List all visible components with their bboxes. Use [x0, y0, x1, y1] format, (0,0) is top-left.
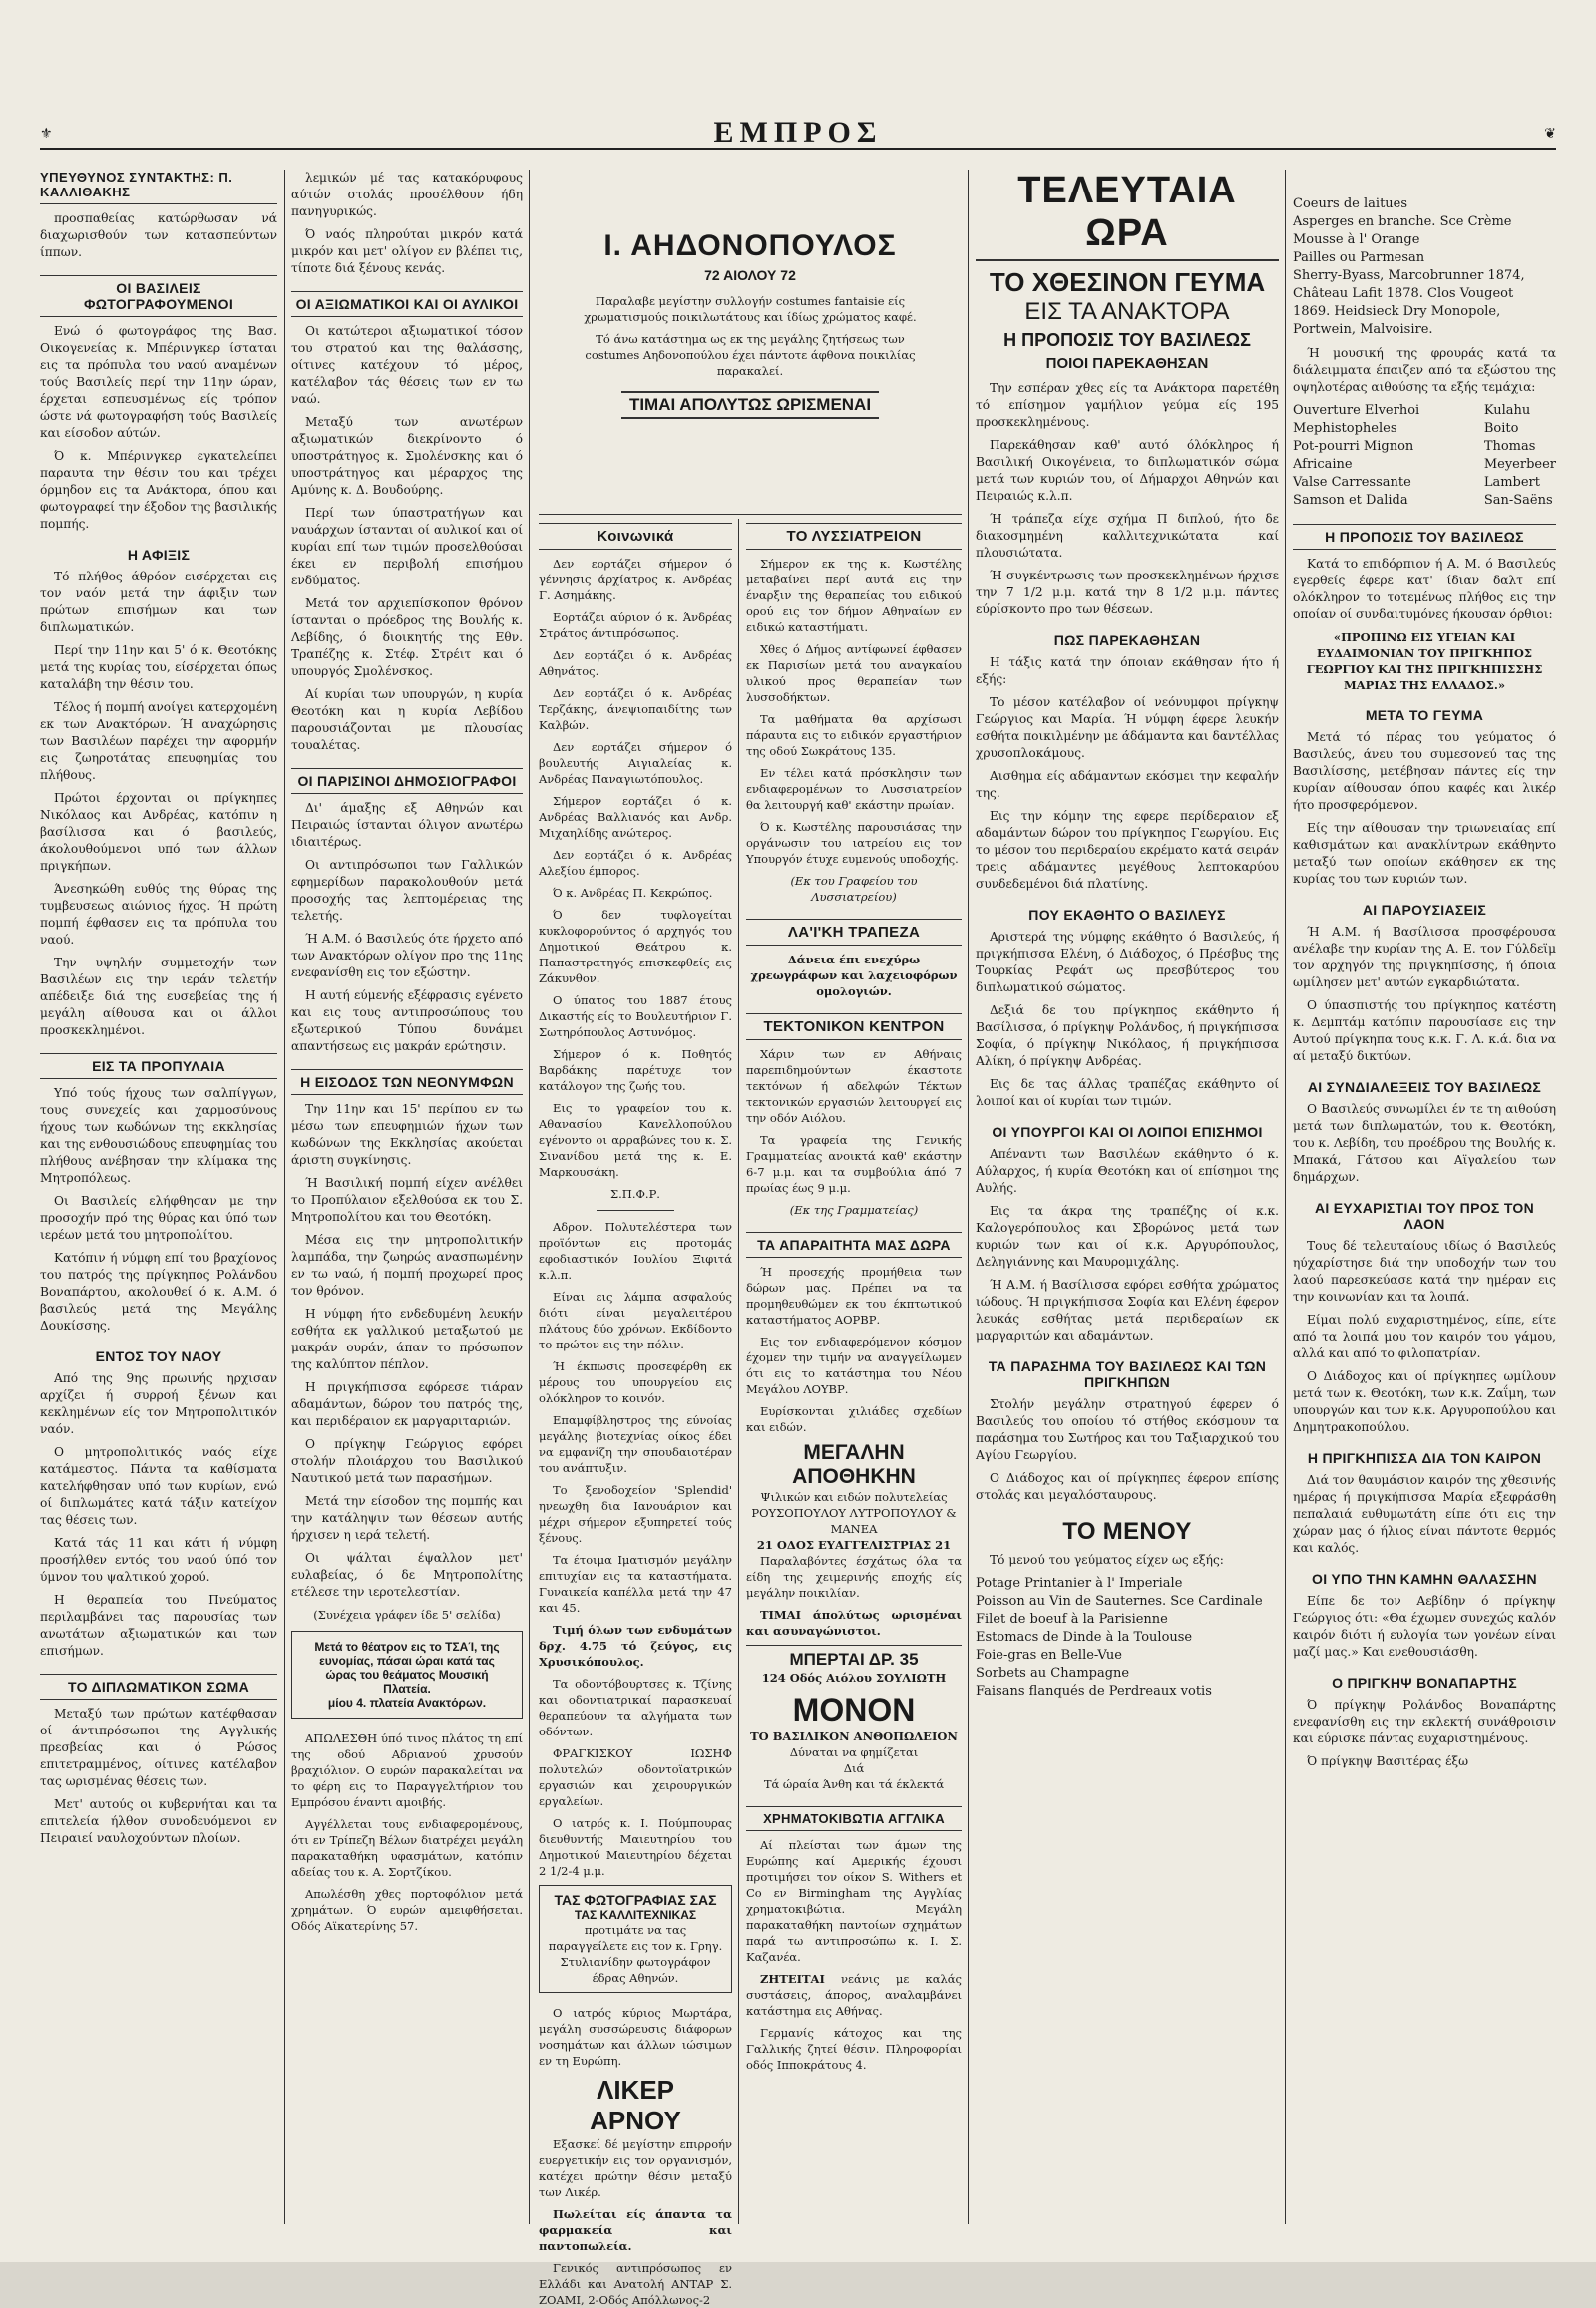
paragraph: Οι αντιπρόσωποι των Γαλλικών εφημερίδων παρακολουθούν μετά προσοχής τας λεπτομέρειας της τελετής. [291, 858, 523, 923]
column-rule [284, 170, 285, 2224]
social-item: Σήμερον εορτάζει ό κ. Ανδρέας Βαλλιανός και Ανδρ. Μιχαηλίδης ανώτερος. [539, 794, 732, 840]
headline-sea: ΟΙ ΥΠΟ ΤΗΝ ΚΑΜΗΝ ΘΑΛΑΣΣΗΝ [1312, 1571, 1537, 1587]
ad-mpertai-address: 124 Οδός Αιόλου ΣΟΥΛΙΩΤΗ [761, 1671, 947, 1685]
paragraph: Χάριν των εν Αθήναις παρεπιδημούντων έκαστοτε τεκτόνων ή αδελφών Τέκτων τεκτονικών εργασιών λειτουργεί εις την οδόν Αιόλου. [746, 1047, 962, 1125]
column-2 [291, 170, 523, 2224]
headline-popular-bank: ΛΑ'Ι'ΚΗ ΤΡΑΠΕΖΑ [746, 919, 962, 946]
paragraph: Τέλος ή πομπή ανοίγει κατερχομένη εκ των Ανακτόρων. Ή αναχώρησις των Βασιλέων παρέχει την αφορμήν εις ζωηροτάτας επευφημίας του πλήθους. [40, 700, 277, 782]
ad-warehouse-title: ΜΕΓΑΛΗΝ ΑΠΟΘΗΚΗΝ [792, 1441, 916, 1488]
headline-photographed: ΟΙ ΒΑΣΙΛΕΙΣ ΦΩΤΟΓΡΑΦΟΥΜΕΝΟΙ [40, 275, 277, 317]
social-item: Εορτάζει αύριον ό κ. Άνδρέας Στράτος άντιπρόσωπος. [539, 610, 732, 640]
headline-presentations: ΑΙ ΠΑΡΟΥΣΙΑΣΕΙΣ [1362, 902, 1487, 918]
paragraph: Ή συγκέντρωσις των προσκεκλημένων ήρχισε την 7 1/2 μ.μ. κατά την 8 1/2 μ.μ. πάντες εύρίσκοντο προ των θέσεων. [976, 569, 1279, 616]
ad-mortara: Ο ιατρός κύριος Μωρτάρα, μεγάλη συσσώρευσις διάφορων νοσημάτων και άλλων ιώσιμων εν τη Ευρώπη. [539, 2006, 732, 2068]
ad-mpertai [746, 1645, 962, 1686]
paragraph: Ενώ ό φωτογράφος της Βασ. Οικογενείας κ. Μπέρινγκερ ίσταται εις τα πρόπυλα του ναού αναμένων τούς Βασιλείς περί την 11ην ώραν, έρχεται εσπευσμένως είς τρόπον ώστε νά φωτογραφήση τούς Βασιλείς και είσοδον αύτών. [40, 324, 277, 440]
feature-headline [976, 267, 1279, 372]
headline-thanks-to-people: ΑΙ ΕΥΧΑΡΙΣΤΙΑΙ ΤΟΥ ΠΡΟΣ ΤΟΝ ΛΑΟΝ [1314, 1200, 1535, 1232]
social-item: Εις το γραφείον του κ. Αθανασίου Κανελλοπούλου εγένοντο οι αρραβώνες του κ. Σ. Σινανίδου μετά της κ. Ε. Μαρκουσάκη. [539, 1101, 732, 1179]
headline-safes: ΧΡΗΜΑΤΟΚΙΒΩΤΙΑ ΑΓΓΛΙΚΑ [746, 1806, 962, 1831]
paragraph: Στολήν μεγάλην στρατηγού έφερεν ό Βασιλεύς του οποίου τό στήθος εκόσμουν τα παράσημα του Σωτήρος και του Ταξιαρχικού του Αγίου Γεωργίου. [976, 1397, 1279, 1462]
headline-after-dinner: ΜΕΤΑ ΤΟ ΓΕΥΜΑ [1365, 707, 1484, 723]
paragraph: Αί κυρίαι των υπουργών, η κυρία Θεοτόκη και η κυρία Λεβίδου παρουσιάζονται με πλουσίας τουαλέτας. [291, 687, 523, 752]
social-item: Δεν εορτάζει σήμερον ό βουλευτής Αιγιαλείας κ. Ανδρέας Παναγιωτόπουλος. [539, 740, 732, 786]
menu-item: Sherry-Byass, Marcobrunner 1874, [1293, 268, 1525, 283]
ad-wanted-text: νεάνις με καλάς συστάσεις, άπορος, αναλαμβάνει κατάστημα εις Αθήνας. [746, 1972, 962, 2018]
paragraph: Ή Α.Μ. ό Βασιλεύς ότε ήρχετο από των Ανακτόρων ολίγον προ της 11ης ενεφανίσθη εις τον εξώστην. [291, 932, 523, 979]
ad-mpertai-price: ΜΠΕΡΤΑΙ ΔΡ. 35 [789, 1650, 919, 1669]
headline-who-attended: ΠΟΙΟΙ ΠΑΡΕΚΑΘΗΣΑΝ [1045, 355, 1209, 372]
music-composer: Lambert [1483, 475, 1540, 490]
music-piece: Africaine [1293, 457, 1353, 472]
paragraph: Πρώτοι έρχονται οι πρίγκηπες Νικόλαος και Ανδρέας, κατόπιν η βασίλισσα και ό βασιλεύς, άκολουθούμενοι υπό των άλλων πριγκήπων. [40, 791, 277, 873]
paragraph: Την εσπέραν χθες είς τα Ανάκτορα παρετέθη τό επίσημον γαμήλιον γεύμα είς 195 προσκεκλημένους. [976, 381, 1279, 429]
masthead-ornament-left: ⚜ [40, 126, 53, 142]
paragraph: Η πριγκήπισσα εφόρεσε τιάραν αδαμάντων, δώρον του πατρός της, και περιδέραιον εκ μαργαριταριών. [291, 1380, 523, 1428]
paragraph: Περί την 11ην και 5' ό κ. Θεοτόκης μετά της κυρίας του, είσέρχεται όπως καταλάβη την θέσιν του. [40, 643, 277, 691]
ad-liker-agent: Γενικός αντιπρόσωπος εν Ελλάδι και Ανατολή ΑΝΤΑΡ Σ. ΖΟΑΜΙ, 2-Οδός Απόλλωνος-2 [539, 2261, 732, 2307]
paragraph: Την 11ην και 15' περίπου εν τω μέσω των επευφημιών ήχων των κωδώνων της Εκκλησίας ακούεται άριστη συγκίνησις. [291, 1102, 523, 1167]
masthead [40, 118, 1556, 150]
menu-item: Potage Printanier à l' Imperiale [976, 1576, 1183, 1591]
headline-seating: ΠΩΣ ΠΑΡΕΚΑΘΗΣΑΝ [1053, 632, 1201, 648]
paragraph: Αισθημα είς αδάμαντων εκόσμει την κεφαλήν της. [976, 769, 1279, 800]
ad-flower-shop-name: ΤΟ ΒΑΣΙΛΙΚΟΝ ΑΝΘΟΠΩΛΕΙΟΝ [750, 1730, 958, 1743]
music-composers [1484, 402, 1556, 510]
column-3 [539, 523, 732, 2307]
headline-prince-bonaparte: Ο ΠΡΙΓΚΗΨ ΒΟΝΑΠΑΡΤΗΣ [1332, 1675, 1517, 1691]
continuation-note: (Συνέχεια γράφεν ίδε 5' σελίδα) [313, 1608, 501, 1622]
paragraph: Τό πλήθος άθρόον εισέρχεται εις τον ναόν μετά την άφιξιν των πρώτων επισήμων και των διπλωματικών. [40, 570, 277, 634]
paragraph: Κατά τάς 11 και κάτι ή νύμφη προσήλθεν εντός του ναού ύπό τον ύμνον του ψαλτικού χορού. [40, 1536, 277, 1584]
music-composer: Meyerbeer [1483, 457, 1556, 472]
ad-warehouse-address: 21 ΟΔΟΣ ΕΥΑΓΓΕΛΙΣΤΡΙΑΣ 21 [756, 1538, 952, 1552]
headline-menu: ΤΟ ΜΕΝΟΥ [1062, 1518, 1192, 1545]
column-rule [529, 170, 530, 2224]
headline-propylaea: ΕΙΣ ΤΑ ΠΡΟΠΥΛΑΙΑ [40, 1053, 277, 1079]
paragraph: Εις δε τας άλλας τραπέζας εκάθηντο οί λοιποί και οί κυρίαι των τιμών. [976, 1077, 1279, 1108]
paragraph: Τα μαθήματα θα αρχίσωσι πάραυτα εις το ειδικόν εργαστήριον της οδού Σωκράτους 135. [746, 712, 962, 758]
paragraph: Μετ' αυτούς οι κυβερνήται και τα επιτελεία ήλθον συνοδευόμενοι εν Πειραιεί ναυλοχούντων πλοίων. [40, 1797, 277, 1845]
paragraph: Ή Α.Μ. ή Βασίλισσα προσφέρουσα ανέλαβε την κυρίαν της Α. Ε. τον Γύλδεϊμ τον αρχηγόν της πριγκηπίσσης, ή όποια ωμίλησεν μετ' αυτών εγκαρδιώτατα. [1293, 925, 1556, 989]
paragraph: ΤΙΜΑΙ άπολύτως ωρισμέναι και ασυναγώνιστοι. [746, 1608, 962, 1638]
headline-masonic-center: ΤΕΚΤΟΝΙΚΟΝ ΚΕΝΤΡΟΝ [746, 1013, 962, 1040]
music-piece: Samson et Dalida [1293, 493, 1408, 508]
ad-photographs-head: ΤΑΣ ΦΩΤΟΓΡΑΦΙΑΣ ΣΑΣ [554, 1892, 717, 1908]
ad-flower-shop-text: Δύναται να φημίζεται [789, 1745, 919, 1759]
paragraph: Τό μενού του γεύματος είχεν ως εξής: [990, 1553, 1224, 1567]
notice: Το ξενοδοχείον 'Splendid' ηνεωχθη δια Ιανουάριον και μέχρι σήμερον εξυπηρετεί τούς ξένους. [539, 1483, 732, 1545]
ad-aidonopoulos [539, 170, 962, 414]
menu-item: Estomacs de Dinde à la Toulouse [976, 1630, 1193, 1645]
paragraph: Διά τον θαυμάσιον καιρόν της χθεσινής ημέρας ή πριγκήπισσα Μαρία εξεφράσθη πεπαλαιά ευθυμωτάτη είπε ότι εις την χώραν μας ό ήλιος είναι πάντοτε θερμός και καλός. [1293, 1473, 1556, 1555]
notice: Επαμφίβληστρος της εύνοίας μεγάλης βιοτεχνίας οίκος έδει να εμφανίζη την σπουδαιοτέραν του ανάπτυξιν. [539, 1413, 732, 1475]
paragraph: Ο Βασιλεύς συνωμίλει έν τε τη αιθούση μετά των διπλωματών, του κ. Θεοτόκη, του κ. Λεβίδη, του προέδρου της Βουλής κ. Μπακά, Γάτσου και Αϊγαλείου των δημάρχων. [1293, 1102, 1556, 1184]
headline-princess-weather: Η ΠΡΙΓΚΗΠΙΣΣΑ ΔΙΑ ΤΟΝ ΚΑΙΡΟΝ [1307, 1450, 1542, 1466]
music-piece: Ouverture Elverhoi [1293, 403, 1420, 418]
social-item: Δεν εορτάζει ό κ. Ανδρέας Τερζάκης, άνεψιοπαιδίτης των Καλβών. [539, 686, 732, 732]
music-pieces [1293, 402, 1419, 510]
social-item: Δεν εορτάζει ό κ. Ανδρέας Αθηνάτος. [539, 648, 732, 678]
ad-tsai-text: Μετά το θέατρον εις το ΤΣΑΊ, της ευνομίας, πάσαι ώραι κατά τας ώρας του θεάματος Μουσική Πλατεία. [314, 1640, 500, 1696]
ad-liker-sale: Πωλείται είς άπαντα τα φαρμακεία και παντοπωλεία. [539, 2207, 732, 2253]
ad-flower-shop-only: ΜΟΝΟΝ [792, 1692, 916, 1728]
paragraph: Δεξιά δε του πρίγκηπος εκάθηντο ή Βασίλισσα, ό πρίγκηψ Ρολάνδος, ή πριγκήπισσα Σοφία, ό πρίγκηψ Νικόλαος, ή πριγκήπισσα Αλίκη, ό πρίγκηψ Ανδρέας. [976, 1003, 1279, 1068]
menu-item: Asperges en branche. Sce Crème [1293, 214, 1512, 229]
ad-wanted-2: Γερμανίς κάτοχος και της Γαλλικής ζητεί θέσιν. Πληροφορίαι οδός Ιπποκράτους 4. [746, 2026, 962, 2072]
paragraph: Μέσα εις την μητροπολιτικήν λαμπάδα, την ζωηρώς ανασπωμένην εν τω ναώ, ή πομπή προχωρεί προς τον θρόνον. [291, 1233, 523, 1298]
ad-warehouse [746, 1441, 962, 1553]
paragraph: Δάνεια έπι ενεχύρω χρεωγράφων και λαχειοφόρων ομολογιών. [750, 953, 958, 998]
ad-wanted [746, 1971, 962, 2019]
paragraph: Ευρίσκονται χιλιάδες σχεδίων και ειδών. [746, 1404, 962, 1434]
paragraph: Ό ναός πληρούται μικρόν κατά μικρόν και μετ' ολίγον εν βλέπει τις, τίποτε διά ξένους κενάς. [291, 227, 523, 275]
headline-palace: ΕΙΣ ΤΑ ΑΝΑΚΤΟΡΑ [1024, 298, 1230, 325]
paragraph: Ο μητροπολιτικός ναός είχε κατάμεστος. Πάντα τα καθίσματα κατελήφθησαν υπό των κυρίων, ενώ οί διπλωμάτες κατά τάξιν κατείχον τας θέσεις των. [40, 1445, 277, 1527]
ad-aidonopoulos-address: 72 ΑΙΟΛΟΥ 72 [704, 267, 796, 283]
paragraph: Ή Βασιλική πομπή είχεν ανέλθει το Προπύλαιον εξελθούσα εκ του Σ. Μητροπολίτου και του Θεοτόκη. [291, 1176, 523, 1224]
social-item: Δεν εορτάζει ό κ. Ανδρέας Αλεξίου έμπορος. [539, 848, 732, 878]
ad-adron: Αδρον. Πολυτελέστερα των προϊόντων εις προτομάς εφοδιαστικόν Ιουλίου Ξιφιτά κ.λ.π. [539, 1220, 732, 1282]
paragraph: Ό κ. Μπέρινγκερ εγκατελείπει παραυτα την θέσιν του και τρέχει όρμηδον εις τα Ανάκτορα, όπου και φωτογραφεί την έξοδον της βασιλικής πομπής. [40, 449, 277, 531]
paragraph: Εις την κόμην της εφερε περίδεραιον εξ αδαμάντων δώρον του πρίγκηπος Γεωργίου. Εις το μέσον του περιδεραίου εκρέματο κατά σειράν τρεις αδάμαντες μεγέθους λεπτοκαρύου συνδεδεμένοι διά πλατίνης. [976, 809, 1279, 891]
headline-kings-toast: Η ΠΡΟΠΟΣΙΣ ΤΟΥ ΒΑΣΙΛΕΩΣ [1003, 330, 1251, 350]
music-piece: Pot-pourri Mignon [1293, 439, 1414, 454]
ad-photographs-text: προτιμάτε να τας παραγγείλετε εις τον κ. Γρηγ. Στυλιανίδην φωτογράφον έδρας Αθηνών. [548, 1923, 723, 1985]
paragraph: Χθες ό Δήμος αντίφωνεί έφθασεν εκ Παρισίων μετά του αναγκαίου υλικού προς θεραπείαν των λυσσοδήκτων. [746, 642, 962, 704]
ad-liker-brand: ΑΡΝΟΥ [590, 2106, 681, 2135]
ad-aidonopoulos-name: Ι. ΑΗΔΟΝΟΠΟΥΛΟΣ [603, 229, 897, 262]
social-item: Δεν εορτάζει σήμερον ό γέννησις άρχίατρος κ. Ανδρέας Γ. Ασημάκης. [539, 557, 732, 602]
paragraph: Το μέσον κατέλαβον οί νεόνυμφοι πρίγκηψ Γεώργιος και Μαρία. Ή νύμφη έφερε λευκήν εσθήτα ποικιλμένην με άδάμαντα και δαντέλλας χρυσοπλοκάμους. [976, 695, 1279, 760]
menu-item: Coeurs de laitues [1293, 196, 1408, 211]
paragraph: Μετά τό πέρας του γεύματος ό Βασιλεύς, άνευ του συμεσονεύ τας της Βασιλίσσης, μετέβησαν πάντες είς την κυρίαν αίθουσαν όπου καφές και λικέρ ήτο προσφερόμενον. [1293, 730, 1556, 812]
paragraph: Κατά το επιδόρπιον ή Α. Μ. ό Βασιλεύς εγερθείς έφερε κατ' ίδιαν δαλτ επί ολόκληρον το τοτεμένως πλήθος εις την οποίαν οί συνδαιτυμόνες ήκουσαν όρθιοι: [1293, 557, 1556, 621]
ad-flower-shop [746, 1692, 962, 1792]
column-6 [1293, 170, 1556, 2224]
paragraph: Παραλαβόντες έσχάτως όλα τα είδη της χειμερινής εποχής είς μεγάλην ποικιλίαν. [746, 1554, 962, 1600]
paragraph: Η νύμφη ήτο ενδεδυμένη λευκήν εσθήτα εκ γαλλικού μεταξωτού με μακράν ουράν, άπαν το πρόσωπον της καλύπτον πέπλον. [291, 1307, 523, 1371]
column-rule [1285, 170, 1286, 2224]
paragraph: Είς την αίθουσαν την τριωνειαίας επί καθισμάτων και ανακλίντρων εκάθηντο μεταξύ των οποίων εκάθησεν εκ της κυρίας του των κυριών των. [1293, 821, 1556, 886]
paragraph: Εν τέλει κατά πρόσκλησιν των ενδιαφερομένων το Λυσσιατρείον θα λειτουργή καθ' εκάστην πρωίαν. [746, 766, 962, 812]
paragraph: Τους δέ τελευταίους ιδίως ό Βασιλεύς ηύχαρίστησε διά την υποδοχήν των του λαού παρεσκεύασε κατά την ημέραν εις την κοινωνίαν και τα λοιπά. [1293, 1239, 1556, 1304]
paragraph: Ό πρίγκηψ Βασιτέρας έξω [1307, 1754, 1469, 1768]
headline-decorations: ΤΑ ΠΑΡΑΣΗΜΑ ΤΟΥ ΒΑΣΙΛΕΩΣ ΚΑΙ ΤΩΝ ΠΡΙΓΚΗΠΩΝ [988, 1358, 1267, 1390]
paragraph: Ο Διάδοχος και οί πρίγκηπες ωμίλουν μετά των κ. Θεοτόκη, των κ.κ. Ζαΐμη, των υπουργών και των κ.κ. Αργυροπούλου και Δημητρακοπούλου. [1293, 1369, 1556, 1434]
headline-officers: ΟΙ ΑΞΙΩΜΑΤΙΚΟΙ ΚΑΙ ΟΙ ΑΥΛΙΚΟΙ [291, 291, 523, 317]
newspaper-title: ΕΜΠΡΟΣ [713, 116, 883, 149]
column-4 [746, 523, 962, 2224]
notice: Ή έκπωσις προσεφέρθη εκ μέρους του υπουργείου εις ολόκληρον το κοινόν. [539, 1359, 732, 1405]
music-note: Ή μουσική της φρουράς κατά τα διάλειμματα έπαιζεν από τα εξώστου της οψηλοτέρας αιθούσης τα εξής τεμάχια: [1293, 346, 1556, 394]
masthead-ornament-right: ❦ [1544, 126, 1556, 142]
paragraph: Εις τα άκρα της τραπέζης οί κ.κ. Καλογερόπουλος και Σβορώνος μετά των κυριών των και οί κ.κ. Αργυρόπουλος, Δεληγιάννης και Μαυρομιχάλης. [976, 1204, 1279, 1269]
notice-lost-2: Απωλέσθη χθες πορτοφόλιον μετά χρημάτων. Ό ευρών αμειφθήσεται. Οδός Αϊκατερίνης 57. [291, 1887, 523, 1933]
menu-item: Foie-gras en Belle-Vue [976, 1648, 1122, 1663]
social-item: Ό κ. Ανδρέας Π. Κεκρώπος. [553, 886, 713, 900]
last-hour-banner [976, 170, 1279, 261]
notice-lost: ΑΠΩΛΕΣΘΗ ύπό τινος πλάτος τη επί της οδού Αδριανού χρυσούν βραχιόλιον. Ο ευρών παρακαλείται να το φέρη εις το Παραγγελτήριον του Εμπρόσου έναντι αμοιβής. [291, 1731, 523, 1809]
paragraph: Ή Α.Μ. ή Βασίλισσα εφόρει εσθήτα χρώματος ιώδους. Ή πριγκήπισσα Σοφία και Ελένη έφερον λευκάς εσθήτας μετά περιδεραίων εκ μαργαριτών και αδαμάντων. [976, 1278, 1279, 1343]
headline-king-seat: ΠΟΥ ΕΚΑΘΗΤΟ Ο ΒΑΣΙΛΕΥΣ [1028, 907, 1226, 923]
social-item: Ο ύπατος του 1887 έτους Δικαστής είς το Βουλευτήριον Γ. Σωτηρόπουλος Αστυνόμος. [539, 993, 732, 1039]
divider [597, 1210, 674, 1211]
menu-item: Château Lafit 1878. Clos Vougeot [1293, 286, 1514, 301]
headline-arrival: Η ΑΦΙΞΙΣ [127, 547, 191, 563]
ad-aidonopoulos-prices: ΤΙΜΑΙ ΑΠΟΛΥΤΩΣ ΩΡΙΣΜΕΝΑΙ [621, 391, 879, 419]
paragraph: Ό πρίγκηψ Ρολάνδος Βοναπάρτης ενεφανίσθη εις την εκλεκτή συνάθροισιν και εύρισκε πάντας ευχαριστημένους. [1293, 1698, 1556, 1745]
paragraph: Ή προσεχής προμήθεια των δώρων μας. Πρέπει να τα προμηθευθώμεν εκ του έκπτωτικού καταστήματος ΑΟΡΒΡ. [746, 1265, 962, 1327]
menu-item: Faisans flanqués de Perdreaux votis [976, 1684, 1212, 1699]
headline-rabies-clinic: ΤΟ ΛΥΣΣΙΑΤΡΕΙΟΝ [746, 523, 962, 550]
paragraph: Υπό τούς ήχους των σαλπίγγων, τους συνεχείς και χαρμοσύνους ήχους των κωδώνων της εκκλησίας και της ενθουσιώδους επευφημίας του πλήθους ανέβησαν την κλίμακα της Μητροπόλεως. [40, 1086, 277, 1185]
paragraph: Μεταξύ των πρώτων κατέφθασαν οί άντιπρόσωποι της Αγγλικής πρεσβείας και ό Ρώσος επιτετραμμένος, οίτινες κατέλαβον τας ωρισμένας θέσεις των. [40, 1707, 277, 1788]
menu-item: Mousse à l' Orange [1293, 232, 1420, 247]
headline-yesterday-dinner: ΤΟ ΧΘΕΣΙΝΟΝ ΓΕΥΜΑ [989, 267, 1266, 297]
ad-liker-text: Εξασκεί δέ μεγίστην επιρροήν ευεργετικήν εις τον οργανισμόν, κατέχει πρώτην θέσιν μεταξύ των Λικέρ. [539, 2137, 732, 2199]
ad-photographs [539, 1885, 732, 1993]
headline-inside-church: ΕΝΤΟΣ ΤΟΥ ΝΑΟΥ [95, 1348, 222, 1364]
music-piece: Valse Carressante [1293, 475, 1411, 490]
paragraph: Παρεκάθησαν καθ' αυτό όλόκληρος ή Βασιλική Οικογένεια, το διπλωματικόν σώμα μετά των κυριών του, οί Δήμαρχοι Αθηνών και Πειραιώς κ.λ.π. [976, 438, 1279, 503]
notice: Είναι εις λάμπα ασφαλούς διότι είναι μεγαλειτέρου πλάτους δύο χρόνων. Εκδίδοντο το πρώτον εις την πόλιν. [539, 1290, 732, 1351]
paragraph: Ό κ. Κωστέλης παρουσιάσας την οργάνωσιν του ιατρείου εις τον Υπουργόν έτυχε ευμενούς υποδοχής. [746, 820, 962, 866]
ad-aidonopoulos-text-2: Τό άνω κατάστημα ως εκ της μεγάλης ζητήσεως των costumes Αηδονοπούλου έχει πάντοτε άφθονα ποικιλίας παρακαλεί. [585, 332, 916, 378]
paragraph: Ο πρίγκηψ Γεώργιος εφόρει στολήν πλοιάρχου του Βασιλικού Ναυτικού μετά των παρασήμων. [291, 1437, 523, 1485]
paragraph: Μεταξύ των ανωτέρων αξιωματικών διεκρίνοντο ό υποστράτηγος κ. Σμολένσκης και ό υποστράτηγος και μέραρχος της Αμύνης κ. Δ. Βουδούρης. [291, 415, 523, 497]
menu-item: Poisson au Vin de Sauternes. Sce Cardinale [976, 1594, 1263, 1609]
menu-item: Pailles ou Parmesan [1293, 250, 1425, 265]
paragraph: Δι' άμαξης εξ Αθηνών και Πειραιώς ίστανται όλιγον ανωτέρω ιδιαιτέρως. [291, 801, 523, 849]
music-composer: Kulahu [1483, 403, 1531, 418]
headline-ministers: ΟΙ ΥΠΟΥΡΓΟΙ ΚΑΙ ΟΙ ΛΟΙΠΟΙ ΕΠΙΣΗΜΟΙ [992, 1124, 1263, 1140]
music-piece: Mephistopheles [1293, 421, 1397, 436]
music-composer: Thomas [1483, 439, 1536, 454]
paragraph: Τα γραφεία της Γενικής Γραμματείας ανοικτά καθ' εκάστην 6-7 μ.μ. και τα συμβούλια άπό 7 πρωίας έως 9 μ.μ. [746, 1133, 962, 1195]
ad-aidonopoulos-text: Παραλαβε μεγίστην συλλογήν costumes fantaisie είς χρωματισμούς ποικιλωτάτους και ίδίως χρώματος καφέ. [584, 294, 917, 324]
paragraph: Άνεσηκώθη ευθύς της θύρας της τυμβευσεως αιώνιος ήχος. Ή πρώτη πομπή έφθασεν εις τα πρόπυλα του ναού. [40, 882, 277, 947]
paragraph: λεμικών μέ τας κατακόρυφους αύτών στολάς προσέλθουν ήδη πανηγυρικώς. [291, 171, 523, 218]
paragraph: Ή τράπεζα είχε σχήμα Π διπλού, ήτο δε διακοσμημένη καλλιτεχνικώτατα καί πλουσιώτατα. [976, 512, 1279, 560]
menu-list-continued [1293, 195, 1556, 339]
notice-announcement: Αγγέλλεται τους ενδιαφερομένους, ότι εν Τρίπεζη Βέλων διατρέχει μεγάλη παρακαταθήκη υφασμάτων, κατόπιν αδείας του κ. Α. Σορτζίκου. [291, 1817, 523, 1879]
paragraph: Μετά την είσοδον της πομπής και την κατάληψιν των θέσεων αυτής ήρχισεν η ιερά τελετή. [291, 1494, 523, 1542]
paragraph: Την υψηλήν συμμετοχήν των Βασιλέων εις την ιεράν τελετήν απέδειξε διά της ευσεβείας της ή μεγάλη αίθουσα και οι άλλοι προσκεκλημένοι. [40, 956, 277, 1037]
paragraph: Περί των ύπαστρατήγων και ναυάρχων ίστανται οί αυλικοί και οί κυρίαι επί των τιμών προσελθούσαι έκει εν περιβολή επισήμου ενδύματος. [291, 506, 523, 587]
paragraph: Οι Βασιλείς ελήφθησαν με την προσοχήν πρό της θύρας και ύπό των ιερέων μετά του μητροπολίτου. [40, 1194, 277, 1242]
headline-last-hour: ΤΕΛΕΥΤΑΙΑ ΩΡΑ [1017, 170, 1237, 254]
menu-item: Sorbets au Champagne [976, 1666, 1130, 1681]
ad-tsai-text-2: μίου 4. πλατεία Ανακτόρων. [327, 1696, 487, 1710]
notice: Ο ιατρός κ. Ι. Πούμπουρας διευθυντής Μαιευτηρίου του Δημοτικού Μαιευτηρίου δέχεται 2 1/2-4 μ.μ. [539, 1816, 732, 1878]
ad-liker-title: ΛΙΚΕΡ [596, 2075, 675, 2105]
source-note: (Εκ του Γραφείου του Λυσσιατρείου) [790, 874, 918, 904]
paragraph: Οι ψάλται έψαλλον μετ' ευλαβείας, ό δε Μητροπολίτης ετέλεσε την ιεροτελεστίαν. [291, 1551, 523, 1599]
menu-list [976, 1575, 1279, 1701]
menu-item: Portwein, Malvoisire. [1293, 322, 1433, 337]
column-rule [968, 170, 969, 2224]
paragraph: Μετά τον αρχιεπίσκοπον θρόνον ίστανται ο πρόεδρος της Βουλής κ. Λεβίδης, ό διοικητής της Εθν. Τραπέζης κ. Στέφ. Στρέιτ και ό υπουργός Σμολένσκος. [291, 596, 523, 678]
divider [539, 514, 962, 515]
notice: ΦΡΑΓΚΙΣΚΟΥ ΙΩΣΗΦ πολυτελών οδοντοϊατρικών εργασιών και χειρουργικών εργαλείων. [539, 1746, 732, 1808]
ad-tsai [291, 1631, 523, 1719]
social-item: Σήμερον ό κ. Ποθητός Βαρδάκης παρέτυχε τον κατάλογον της ζωής του. [539, 1047, 732, 1093]
headline-gifts: ΤΑ ΑΠΑΡΑΙΤΗΤΑ ΜΑΣ ΔΩΡΑ [746, 1232, 962, 1258]
paragraph: Αριστερά της νύμφης εκάθητο ό Βασιλεύς, ή πριγκήπισσα Ελένη, ό Διάδοχος, ό Πρέσβυς της Τουρκίας Ρεφάτ ως πρεσβύτερος του διπλωματικού σώματος. [976, 930, 1279, 994]
column-5 [976, 170, 1279, 2224]
headline-kings-toast-2: Η ΠΡΟΠΟΣΙΣ ΤΟΥ ΒΑΣΙΛΕΩΣ [1293, 524, 1556, 550]
ad-wanted-head: ΖΗΤΕΙΤΑΙ [760, 1972, 825, 1986]
paragraph: Σήμερον εκ της κ. Κωστέλης μεταβαίνει περί αυτά εις την έναρξιν της θεραπείας του ειδικού ορού εις τον δήμον Αθηναίων εν ειδικώ καταστήματι. [746, 557, 962, 634]
social-item: Ό δεν τυφλογείται κυκλοφορούντος ό αρχηγός του Δημοτικού Θεάτρου κ. Παπαστρατηγός επισκεφθείς εις Ζάκυνθον. [539, 908, 732, 985]
paragraph: Αί πλείσται των άμων της Ευρώπης καί Αμερικής έχουσι προτιμήσει τον οίκον S. Withers et Co εν Birmingham της Αγγλίας χρηματοκιβώτια. Μεγάλη παρακαταθήκη παντοίων σχημάτων παρά τω αντιπροσώπω κ. Ι. Σ. Καζανέα. [746, 1838, 962, 1964]
ad-warehouse-text: Ψιλικών και ειδών πολυτελείας ΡΟΥΣΟΠΟΥΛΟΥ ΛΥΤΡΟΠΟΥΛΟΥ & ΜΑΝΕΑ [751, 1490, 957, 1536]
paragraph: Απέναντι των Βασιλέων εκάθηντο ό κ. Αύλαρχος, ή κυρία Θεοτόκη και οί επίσημοι της Αυλής. [976, 1147, 1279, 1195]
paragraph: Κατόπιν ή νύμφη επί του βραχίονος του πατρός της πρίγκηπος Ρολάνδου Βοναπάρτου, ακολουθεί ό κ. Α.Μ. ό βασιλεύς μετά της Μεγάλης Δουκίσσης. [40, 1251, 277, 1333]
paragraph: Είπε δε τον Αεβίδην ό πρίγκηψ Γεώργιος ότι: «Θα έχωμεν συνεχώς καλόν καιρόν διότι ή ευλογία των γονέων είναι μαζί μας.» Και ενεθουσιάσθη. [1293, 1594, 1556, 1659]
source-note: (Εκ της Γραμματείας) [789, 1203, 919, 1217]
editor-line: ΥΠΕΥΘΥΝΟΣ ΣΥΝΤΑΚΤΗΣ: Π. ΚΑΛΛΙΘΑΚΗΣ [40, 170, 277, 204]
paragraph: Είμαι πολύ ευχαριστημένος, είπε, είτε από τα λοιπά μου τον καιρόν του γάμου, αλλά και από το φιλοπατρίαν. [1293, 1313, 1556, 1360]
headline-paris-journalists: ΟΙ ΠΑΡΙΣΙΝΟΙ ΔΗΜΟΣΙΟΓΡΑΦΟΙ [291, 768, 523, 794]
headline-social: Κοινωνικά [539, 523, 732, 550]
menu-item: 1869. Heidsieck Dry Monopole, [1293, 304, 1501, 319]
paragraph: Από της 9ης πρωινής ηρχισαν αρχίζει ή συρροή ξένων και κεκλημένων είς τον Μητροπολιτικόν ναόν. [40, 1371, 277, 1436]
paragraph: Ο Διάδοχος και οί πρίγκηπες έφερον επίσης στολάς και μεγαλόσταυρους. [976, 1471, 1279, 1502]
column-rule [738, 519, 739, 2224]
paragraph: Εις τον ενδιαφερόμενον κόσμον έχομεν την τιμήν να αναγγείλωμεν ότι εις το κατάστημα του Νέου Μεγάλου ΛΟΥΒΡ. [746, 1335, 962, 1396]
paragraph: Η τάξις κατά την όποιαν εκάθησαν ήτο ή εξής: [976, 655, 1279, 686]
notice: Τιμή όλων των ενδυμάτων δρχ. 4.75 τό ζεύγος, εις Χρυσικόπουλος. [539, 1623, 732, 1669]
paragraph: Ο ύπασπιστής του πρίγκηπος κατέστη κ. Δεμπτάμ κατόπιν παρουσίασε εις την Αυτού πρίγκηπα τους κ.κ. Γ. Λ. κ.ά. δια να αί μεταξύ δικτύων. [1293, 998, 1556, 1063]
ad-photographs-sub: ΤΑΣ ΚΑΛΛΙΤΕΧΝΙΚΑΣ [574, 1908, 697, 1922]
paragraph: Η αυτή εύμενής εξέφρασις εγένετο και εις τους αντιπροσώπους του εξωτερικού Τύπου δυνάμει απαντήσεως εις μακράν ερώτησιν. [291, 988, 523, 1053]
notice: Τα έτοιμα Ιματισμόν μεγάλην επιτυχίαν εις τα καταστήματα. Γυναικεία καπέλλα μετά την 47 και 45. [539, 1553, 732, 1615]
column-1 [40, 170, 277, 2224]
music-composer: Boito [1483, 421, 1519, 436]
social-signature: Σ.Π.Φ.Ρ. [610, 1187, 660, 1201]
ad-liker [539, 2075, 732, 2136]
music-program [1293, 402, 1556, 510]
music-composer: San-Saëns [1483, 493, 1553, 508]
paragraph: Η θεραπεία του Πνεύματος περιλαμβάνει τας παρουσίας των ανωτάτων αξιωματικών και των επισήμων. [40, 1593, 277, 1658]
ad-flower-shop-text: Τά ώραία Άνθη και τά έκλεκτά [763, 1777, 945, 1791]
paragraph: Οι κατώτεροι αξιωματικοί τόσον του στρατού και της θαλάσσης, οίτινες κατέχουν τό μέρος, κατέλαβον τάς θέσεις των εν τω ναώ. [291, 324, 523, 406]
toast-text: «ΠΡΟΠΙΝΩ ΕΙΣ ΥΓΕΙΑΝ ΚΑΙ ΕΥΔΑΙΜΟΝΙΑΝ ΤΟΥ ΠΡΙΓΚΗΠΟΣ ΓΕΩΡΓΙΟΥ ΚΑΙ ΤΗΣ ΠΡΙΓΚΗΠΙΣΣΗΣ ΜΑΡΙΑΣ ΤΗΣ ΕΛΛΑΔΟΣ.» [1306, 630, 1543, 692]
ad-flower-shop-text: Διά [843, 1761, 865, 1775]
menu-item: Filet de boeuf à la Parisienne [976, 1612, 1168, 1627]
notice: Τα οδοντόβουρτσες κ. Τζίνης και οδοντιατρικαί παρασκευαί θεραπεύουν τα αλγήματα των οδόντων. [539, 1677, 732, 1738]
headline-king-conversations: ΑΙ ΣΥΝΔΙΑΛΕΞΕΙΣ ΤΟΥ ΒΑΣΙΛΕΩΣ [1307, 1079, 1542, 1095]
headline-diplomatic-corps: ΤΟ ΔΙΠΛΩΜΑΤΙΚΟΝ ΣΩΜΑ [40, 1674, 277, 1700]
paragraph: προσπαθείας κατώρθωσαν νά διαχωρισθούν των κατασπεύντων ίππων. [40, 211, 277, 259]
headline-newlyweds-entrance: Η ΕΙΣΟΔΟΣ ΤΩΝ ΝΕΟΝΥΜΦΩΝ [291, 1069, 523, 1095]
